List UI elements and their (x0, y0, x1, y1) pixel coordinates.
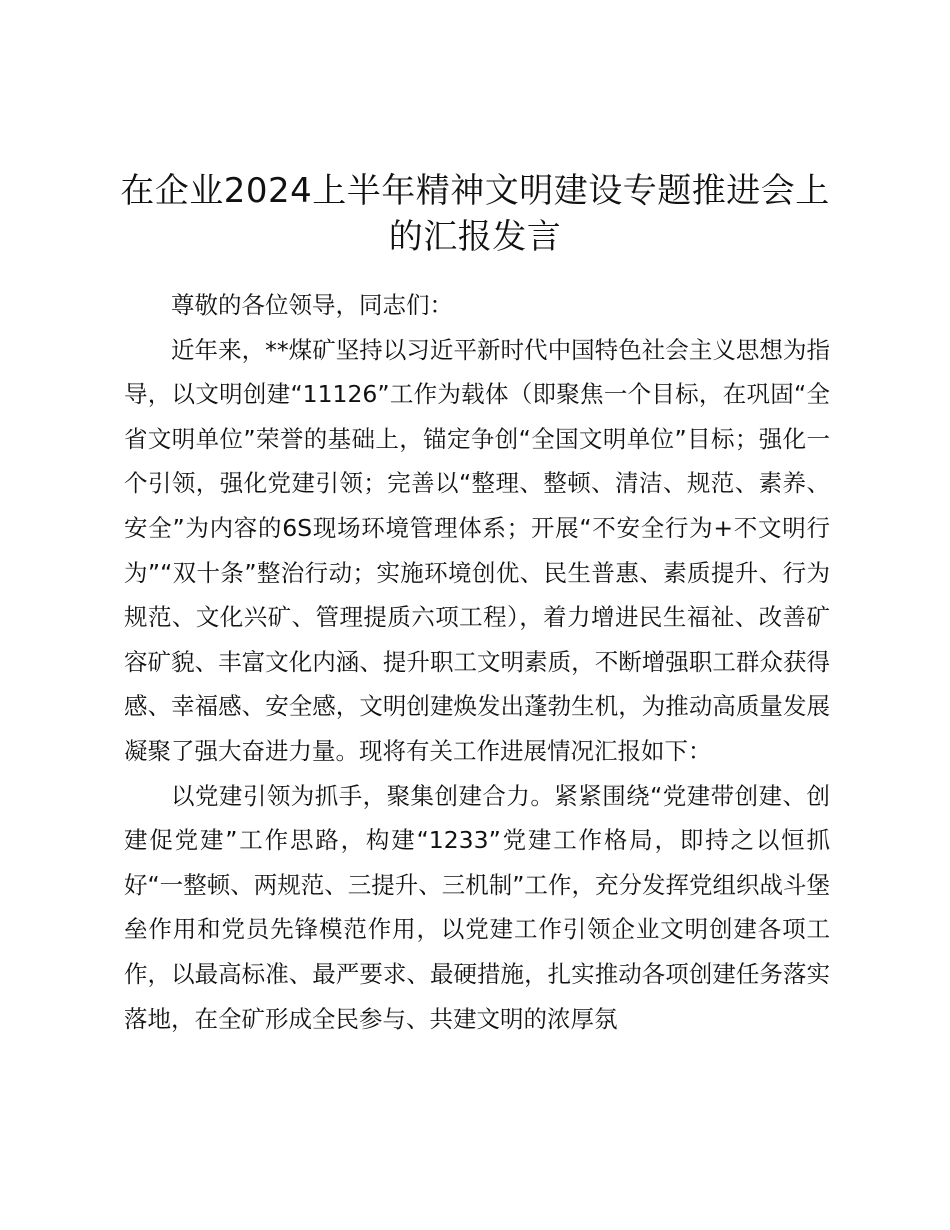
document-body (124, 283, 830, 1041)
document-title: 在企业2024上半年精神文明建设专题推进会上的汇报发言 (120, 171, 830, 257)
salutation-paragraph: 尊敬的各位领导，同志们： (171, 291, 453, 319)
body-paragraph: 近年来，**煤矿坚持以习近平新时代中国特色社会主义思想为指导，以文明创建“11126”工作为载体（即聚焦一个目标，在巩固“全省文明单位”荣誉的基础上，锚定争创“全国文明单位”目标；强化一个引领，强化党建引领；完善以“整理、整顿、清洁、规范、素养、安全”为内容的6S现场环境管理体系；开展“不安全行为+不文明行为”“双十条”整治行动；实施环境创优、民生普惠、素质提升、行为规范、文化兴矿、管理提质六项工程），着力增进民生福祉、改善矿容矿貌、丰富文化内涵、提升职工文明素质，不断增强职工群众获得感、幸福感、安全感，文明创建焕发出蓬勃生机，为推动高质量发展凝聚了强大奋进力量。现将有关工作进展情况汇报如下： (124, 335, 830, 765)
body-paragraph: 以党建引领为抓手，聚集创建合力。紧紧围绕“党建带创建、创建促党建”工作思路，构建“1233”党建工作格局，即持之以恒抓好“一整顿、两规范、三提升、三机制”工作，充分发挥党组织战斗堡垒作用和党员先锋模范作用，以党建工作引领企业文明创建各项工作，以最高标准、最严要求、最硬措施，扎实推动各项创建任务落实落地，在全矿形成全民参与、共建文明的浓厚氛 (124, 781, 830, 1033)
